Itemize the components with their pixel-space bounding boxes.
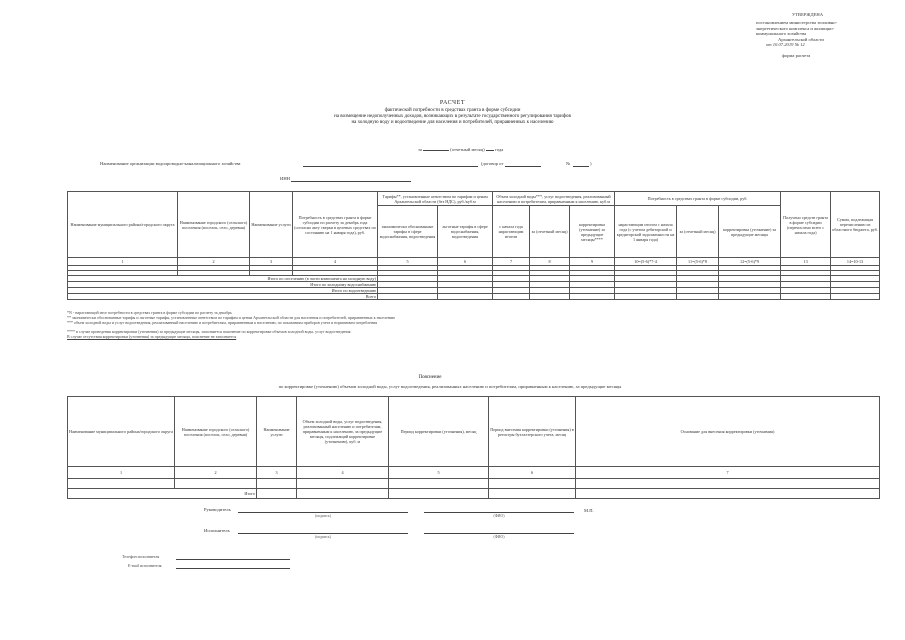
approval-block (756, 12, 896, 59)
col-head-service: Наименование услуги (257, 397, 297, 467)
period-prefix: за (418, 147, 422, 152)
org-name-field[interactable] (303, 166, 478, 167)
col-head-service: Наименование услуги (250, 192, 293, 258)
period-month-field[interactable] (423, 150, 449, 151)
total-label: Итого по поселению (в части компонента на холодную воду) (68, 276, 378, 282)
col-head-settlement: Наименование городского (сельского) поселения (поселок, село, деревня) (178, 192, 250, 258)
footnote: **** в случае проведения корректировки (уточнения) за предыдущие месяцы, заполняется пояснение по корректировке объемов холодной воды, услуг водоотведения (67, 329, 351, 335)
col-num: 13 (781, 258, 831, 266)
col-num: 1 (68, 467, 175, 479)
cell[interactable] (493, 294, 530, 300)
approval-line: коммунального хозяйства (756, 31, 807, 37)
footnote: *N - нарастающий итог потребности в средствах гранта в форме субсидии по расчету за декабрь (67, 310, 232, 315)
executor-name-caption: (ФИО) (493, 535, 505, 539)
cell[interactable] (68, 479, 175, 489)
title-line: на возмещение недополученных доходов, возникающих в результате государственного регулирования тарифов (334, 114, 571, 119)
email-label: E-mail исполнителя (128, 563, 162, 568)
cell[interactable] (389, 489, 489, 499)
cell[interactable] (438, 294, 493, 300)
col-num: 1 (68, 258, 178, 266)
total-row-grand (68, 294, 880, 300)
cell[interactable] (175, 479, 257, 489)
col-num: 7 (493, 258, 530, 266)
approval-line: постановлением министерства топливно- (756, 20, 838, 26)
footnote: ** экономически обоснованные тарифы и льготные тарифы, установленные агентством по тарифам и ценам Архангельской области для населения и потребителей, приравненных к населению (67, 314, 396, 320)
total-label: Итого по водоотведению (68, 288, 378, 294)
col-num: 12=(5-6)*9 (719, 258, 781, 266)
column-number-row (68, 258, 880, 266)
col-head-need-cumulative: нарастающим итогом с начала года (с учетом дебиторской и кредиторской задолженности на 1 января года) (615, 206, 677, 258)
approval-line: Архангельской области (778, 36, 824, 42)
period-year-field[interactable] (486, 150, 494, 151)
cell[interactable] (677, 294, 719, 300)
col-num: 2 (178, 258, 250, 266)
col-num: 6 (489, 467, 576, 479)
phone-label: Телефон исполнителя (122, 554, 160, 559)
col-head-volume: Объем холодной воды***, услуг водоотведения, реализованный населению и потребителям, приравненным к населению, куб.м (493, 192, 615, 206)
col-head-volume-month: за (отчетный месяц) (530, 206, 570, 258)
col-head-correction-period: Период корректировки (уточнения), месяц (389, 397, 489, 467)
col-head-payable: Сумма, подлежащая перечислению из областного бюджета, руб. (831, 192, 880, 258)
col-head-volume-cumulative: с начала года нарастающим итогом (493, 206, 530, 258)
col-num: 4 (293, 258, 378, 266)
period-suffix: (отчетный месяц) (450, 147, 485, 152)
cell[interactable] (489, 489, 576, 499)
col-head-pref-tariff: льготные тарифы в сфере водоснабжения, водоотведения (438, 206, 493, 258)
col-num: 7 (576, 467, 880, 479)
col-num: 5 (378, 258, 438, 266)
cell[interactable] (615, 294, 677, 300)
cell[interactable] (378, 294, 438, 300)
total-label: Всего (68, 294, 378, 300)
period-line (418, 147, 538, 152)
document-title (200, 100, 705, 126)
col-head-correction-volume: Объем холодной воды, услуг водоотведения, реализованный населению и потребителям, приравненным к населению, за предыдущие месяцы, подлежащий корректировке (уточнению), куб. м (297, 397, 389, 467)
explanation-title: Пояснение (418, 375, 442, 380)
col-num: 4 (297, 467, 389, 479)
cell[interactable] (389, 479, 489, 489)
head-name-field[interactable] (424, 512, 574, 513)
seal-mark: М.П. (584, 508, 594, 513)
total-label: Итого (68, 489, 257, 499)
executor-name-field[interactable] (424, 533, 574, 534)
inn-field[interactable] (291, 181, 411, 182)
cell[interactable] (489, 479, 576, 489)
col-num: 6 (438, 258, 493, 266)
title-line: на холодную воду и водоотведение для населения и потребителей, приравненных к населению (351, 120, 554, 125)
cell[interactable] (297, 489, 389, 499)
col-head-tariffs: Тарифы**, установленные агентством по тарифам и ценам Архангельской области (без НДС), руб./куб.м (378, 192, 493, 206)
cell[interactable] (576, 479, 880, 489)
col-head-registry-period: Период внесения корректировки (уточнения) в регистры бухгалтерского учета, месяц (489, 397, 576, 467)
contract-label: (договор от (481, 161, 504, 166)
col-head-need-month: за (отчетный месяц) (677, 206, 719, 258)
period-year-label: года (494, 147, 504, 152)
col-num: 5 (389, 467, 489, 479)
form-type-label: форма расчета (782, 53, 811, 59)
executor-signature-caption: (подпись) (315, 535, 331, 539)
cell[interactable] (530, 294, 570, 300)
col-head-econ-tariff: экономически обоснованные тарифы в сфере водоснабжения, водоотведения (378, 206, 438, 258)
cell[interactable] (570, 294, 615, 300)
footnote: *** объем холодной воды и услуг водоотведения, реализованный населению и потребителям, приравненным к населению, по показаниям приборов учета и нормативам потребления (67, 319, 378, 325)
col-head-settlement: Наименование городского (сельского) поселения (поселок, село, деревня) (175, 397, 257, 467)
head-signature-field[interactable] (238, 512, 408, 513)
head-label: Руководитель (204, 507, 231, 512)
cell[interactable] (257, 489, 297, 499)
title-line: фактической потребности в средствах гранта в форме субсидии (384, 108, 521, 113)
col-num: 14=10-13 (831, 258, 880, 266)
col-head-need-correction: корректировка (уточнение) за предыдущие месяцы (719, 206, 781, 258)
org-label: Наименование организации водопроводно-канализационного хозяйства (100, 161, 241, 166)
phone-field[interactable] (176, 559, 290, 560)
total-label: Итого по холодному водоснабжению (68, 282, 378, 288)
calculation-table (67, 191, 880, 300)
col-num: 3 (250, 258, 293, 266)
col-head-district: Наименование муниципального района/городского округа (68, 397, 175, 467)
col-head-reason: Основание для внесения корректировки (уточнения) (576, 397, 880, 467)
col-num: 3 (257, 467, 297, 479)
col-num: 10=(5-6)*7-4 (615, 258, 677, 266)
footnotes (67, 311, 879, 340)
col-num: 8 (530, 258, 570, 266)
cell[interactable] (831, 294, 880, 300)
cell[interactable] (257, 479, 297, 489)
title-main: РАСЧЕТ (439, 100, 466, 106)
total-row (68, 489, 880, 499)
cell[interactable] (297, 479, 389, 489)
cell[interactable] (781, 294, 831, 300)
col-num: 9 (570, 258, 615, 266)
col-head-district: Наименование муниципального района/городского округа (68, 192, 178, 258)
explanation-subtitle: по корректировке (уточнению) объемов холодной воды, услуг водоотведения, реализованных населению и потребителям, приравненным к населению, за предыдущие месяцы (278, 384, 622, 389)
col-num: 11=(5-6)*8 (677, 258, 719, 266)
contract-date-field[interactable] (505, 166, 541, 167)
col-head-received: Получено средств гранта в форме субсидии (перечислено всего с начала года) (781, 192, 831, 258)
head-name-caption: (ФИО) (493, 514, 505, 518)
contract-number-label: № (566, 161, 571, 166)
col-head-need: Потребность в средствах гранта в форме субсидии, руб. (615, 192, 781, 206)
approval-line: энергетического комплекса и жилищно- (756, 25, 835, 31)
approval-line: УТВЕРЖДЕНА (792, 12, 824, 17)
col-head-december-need: Потребность в средствах гранта в форме субсидии по расчету за декабрь года (согласно акту сверки в целевых средствах по состоянию на 1 января года), руб. (293, 192, 378, 258)
table-row (68, 479, 880, 489)
explanation-table (67, 396, 880, 499)
executor-label: Исполнитель (204, 528, 230, 533)
cell[interactable] (576, 489, 880, 499)
col-num: 2 (175, 467, 257, 479)
approval-line: от 10.07.2019 № 12 (766, 42, 805, 48)
col-head-volume-correction: корректировка (уточнение) за предыдущие месяцы**** (570, 206, 615, 258)
column-number-row (68, 467, 880, 479)
contract-number-field[interactable] (573, 166, 589, 167)
contract-close: ) (590, 161, 592, 166)
head-signature-caption: (подпись) (315, 514, 331, 518)
inn-label: ИНН (280, 176, 290, 181)
cell[interactable] (719, 294, 781, 300)
executor-signature-field[interactable] (238, 533, 408, 534)
email-field[interactable] (176, 568, 290, 569)
footnote: В случае отсутствия корректировки (уточнения) за предыдущие месяцы, пояснение не заполняется (67, 334, 237, 340)
